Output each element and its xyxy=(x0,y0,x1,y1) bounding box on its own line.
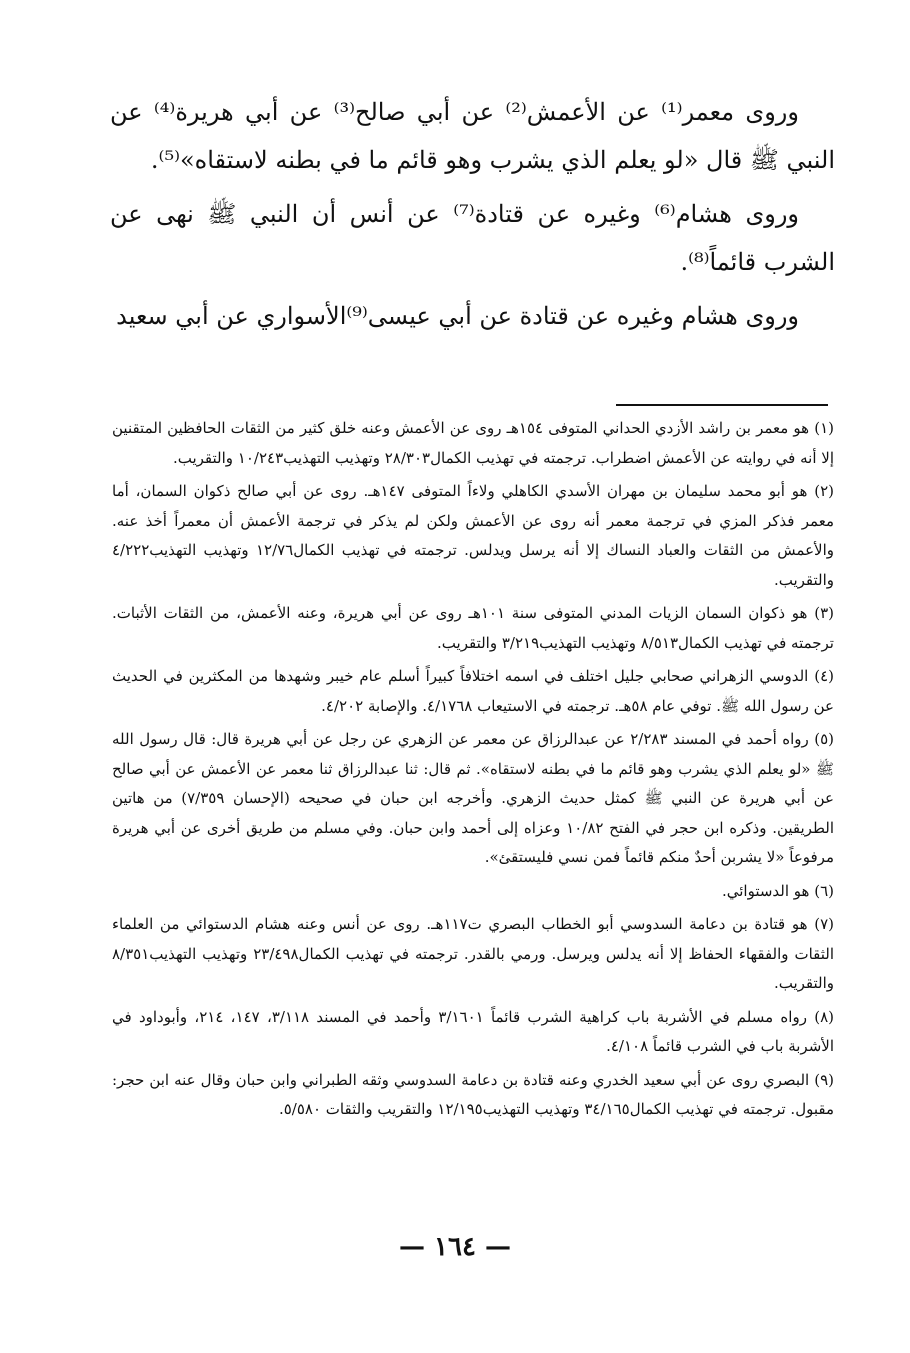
footnote-divider xyxy=(616,404,828,406)
footnote-2: (٢) هو أبو محمد سليمان بن مهران الأسدي الكاهلي ولاءاً المتوفى ١٤٧هـ. روى عن أبي صالح ذكوان السمان، أما معمر فذكر المزي في ترجمة معمر أنه روى عن الأعمش ولكن لم يذكر في ترجمة الأعمش أن معمراً أخذ عنه. والأعمش من الثقات والعباد النساك إلا أنه يرسل ويدلس. ترجمته في تهذيب الكمال١٢/٧٦ وتهذيب التهذيب٤/٢٢٢ والتقريب. xyxy=(112,482,834,589)
footnote-8: (٨) رواه مسلم في الأشربة باب كراهية الشرب قائماً ٣/١٦٠١ وأحمد في المسند ٣/١١٨، ١٤٧، ٢١٤، وأبوداود في الأشربة باب في الشرب قائماً ٤/١٠٨. xyxy=(112,1007,835,1055)
footnote-1: (١) هو معمر بن راشد الأزدي الحداني المتوفى ١٥٤هـ روى عن الأعمش وعنه خلق كثير من الثقات الحافظين المتقنين إلا أنه في روايته عن الأعمش اضطراب. ترجمته في تهذيب الكمال٢٨/٣٠٣ وتهذيب التهذيب١٠/٢٤٣ والتقريب. xyxy=(112,419,834,467)
main-text xyxy=(110,88,835,340)
page-number: — ١٦٤ — xyxy=(398,1232,512,1262)
footnote-3: (٣) هو ذكوان السمان الزيات المدني المتوفى سنة ١٠١هـ روى عن أبي هريرة، وعنه الأعمش، من الثقات الأثبات. ترجمته في تهذيب الكمال٨/٥١٣ وتهذيب التهذيب٣/٢١٩ والتقريب. xyxy=(112,604,834,652)
main-paragraph-3: وروى هشام وغيره عن قتادة عن أبي عيسى⁽⁹⁾الأسواري عن أبي سعيد xyxy=(116,302,799,330)
main-paragraph-1: وروى معمر⁽¹⁾ عن الأعمش⁽²⁾ عن أبي صالح⁽³⁾ عن أبي هريرة⁽⁴⁾ عن النبي ﷺ قال «لو يعلم الذي يشرب وهو قائم ما في بطنه لاستقاه»⁽⁵⁾. xyxy=(110,98,835,174)
footnote-7: (٧) هو قتادة بن دعامة السدوسي أبو الخطاب البصري ت١١٧هـ. روى عن أنس وعنه هشام الدستوائي من العلماء الثقات والفقهاء الحفاظ إلا أنه يدلس ويرسل. ورمي بالقدر. ترجمته في تهذيب الكمال٢٣/٤٩٨ وتهذيب التهذيب٨/٣٥١ والتقريب. xyxy=(112,915,835,992)
footnote-5: (٥) رواه أحمد في المسند ٢/٢٨٣ عن عبدالرزاق عن معمر عن الزهري عن رجل عن أبي هريرة قال: قال رسول الله ﷺ «لو يعلم الذي يشرب وهو قائم ما في بطنه لاستقاه». ثم قال: ثنا عبدالرزاق ثنا معمر عن الأعمش عن أبي صالح عن أبي هريرة عن النبي ﷺ كمثل حديث الزهري. وأخرجه ابن حبان في صحيحه (الإحسان ٧/٣٥٩) من هاتين الطريقين. وذكره ابن حجر في الفتح ١٠/٨٢ وعزاه إلى أحمد وابن حبان. وفي مسلم من طريق أخرى عن أبي هريرة مرفوعاً «لا يشربن أحدٌ منكم قائماً فمن نسي فليستقئ». xyxy=(112,730,834,866)
main-paragraph-2: وروى هشام⁽⁶⁾ وغيره عن قتادة⁽⁷⁾ عن أنس أن النبي ﷺ نهى عن الشرب قائماً⁽⁸⁾. xyxy=(110,200,835,276)
footnote-4: (٤) الدوسي الزهراني صحابي جليل اختلف في اسمه اختلافاً كبيراً أسلم عام خيبر وشهدها من المكثرين في الحديث عن رسول الله ﷺ. توفي عام ٥٨هـ. ترجمته في الاستيعاب ٤/١٧٦٨. والإصابة ٤/٢٠٢. xyxy=(112,667,834,715)
footnotes xyxy=(112,414,834,1129)
footnote-9: (٩) البصري روى عن أبي سعيد الخدري وعنه قتادة بن دعامة السدوسي وثقه الطبراني وابن حبان وقال عنه ابن حجر: مقبول. ترجمته في تهذيب الكمال٣٤/١٦٥ وتهذيب التهذيب١٢/١٩٥ والتقريب والثقات ٥/٥٨٠. xyxy=(112,1070,834,1118)
footnote-6: (٦) هو الدستوائي. xyxy=(721,881,834,900)
